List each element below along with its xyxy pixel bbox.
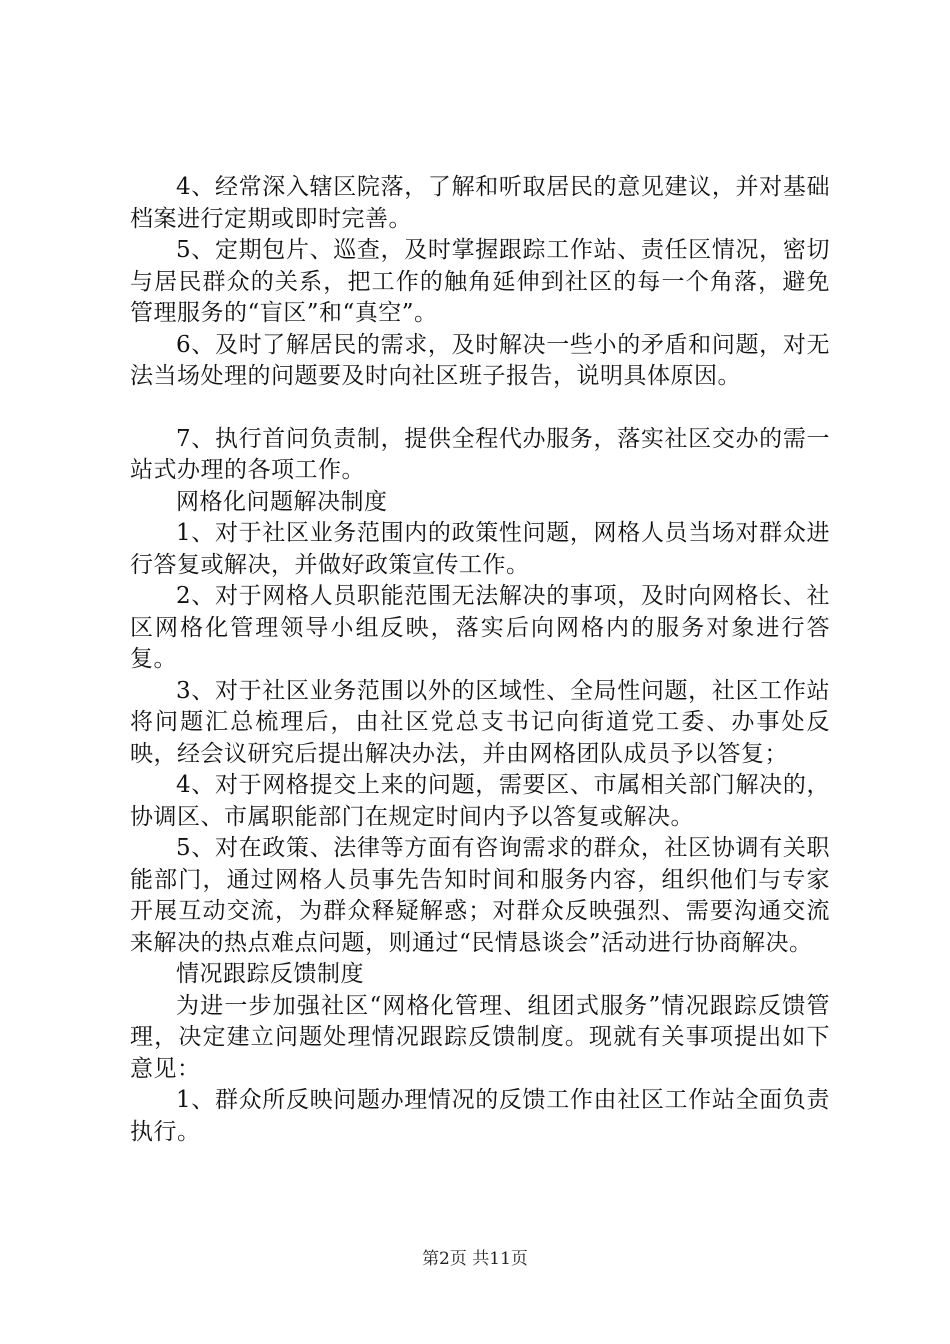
paragraph-grid-2: 2、对于网格人员职能范围无法解决的事项，及时向网格长、社区网格化管理领导小组反映，落实后向网格内的服务对象进行答复。 bbox=[130, 583, 830, 672]
paragraph-grid-4: 4、对于网格提交上来的问题，需要区、市属相关部门解决的，协调区、市属职能部门在规定时间内予以答复或解决。 bbox=[130, 772, 830, 830]
paragraph-gap bbox=[130, 393, 830, 424]
paragraph-item-6: 6、及时了解居民的需求，及时解决一些小的矛盾和问题，对无法当场处理的问题要及时向社区班子报告，说明具体原因。 bbox=[130, 331, 830, 389]
paragraph-grid-5: 5、对在政策、法律等方面有咨询需求的群众，社区协调有关职能部门，通过网格人员事先告知时间和服务内容，组织他们与专家开展互动交流，为群众释疑解惑；对群众反映强烈、需要沟通交流来解决的热点难点问题，则通过“民情恳谈会”活动进行协商解决。 bbox=[130, 835, 830, 956]
paragraph-grid-3: 3、对于社区业务范围以外的区域性、全局性问题，社区工作站将问题汇总梳理后，由社区党总支书记向街道党工委、办事处反映，经会议研究后提出解决办法，并由网格团队成员予以答复； bbox=[130, 677, 830, 767]
document-body bbox=[130, 172, 830, 1148]
paragraph-item-5: 5、定期包片、巡查，及时掌握跟踪工作站、责任区情况，密切与居民群众的关系，把工作的触角延伸到社区的每一个角落，避免管理服务的“盲区”和“真空”。 bbox=[130, 237, 830, 326]
section-heading-tracking-feedback: 情况跟踪反馈制度 bbox=[176, 961, 364, 987]
paragraph-item-7: 7、执行首问负责制，提供全程代办服务，落实社区交办的需一站式办理的各项工作。 bbox=[130, 425, 830, 483]
paragraph-feedback-intro: 为进一步加强社区“网格化管理、组团式服务”情况跟踪反馈管理，决定建立问题处理情况跟踪反馈制度。现就有关事项提出如下意见： bbox=[130, 992, 830, 1082]
paragraph-grid-1: 1、对于社区业务范围内的政策性问题，网格人员当场对群众进行答复或解决，并做好政策宣传工作。 bbox=[130, 520, 830, 578]
page-number-footer: 第2页 共11页 bbox=[422, 1249, 528, 1269]
section-heading-grid-problem: 网格化问题解决制度 bbox=[176, 488, 388, 515]
paragraph-feedback-1: 1、群众所反映问题办理情况的反馈工作由社区工作站全面负责执行。 bbox=[130, 1087, 830, 1145]
paragraph-item-4: 4、经常深入辖区院落，了解和听取居民的意见建议，并对基础档案进行定期或即时完善。 bbox=[130, 174, 830, 232]
